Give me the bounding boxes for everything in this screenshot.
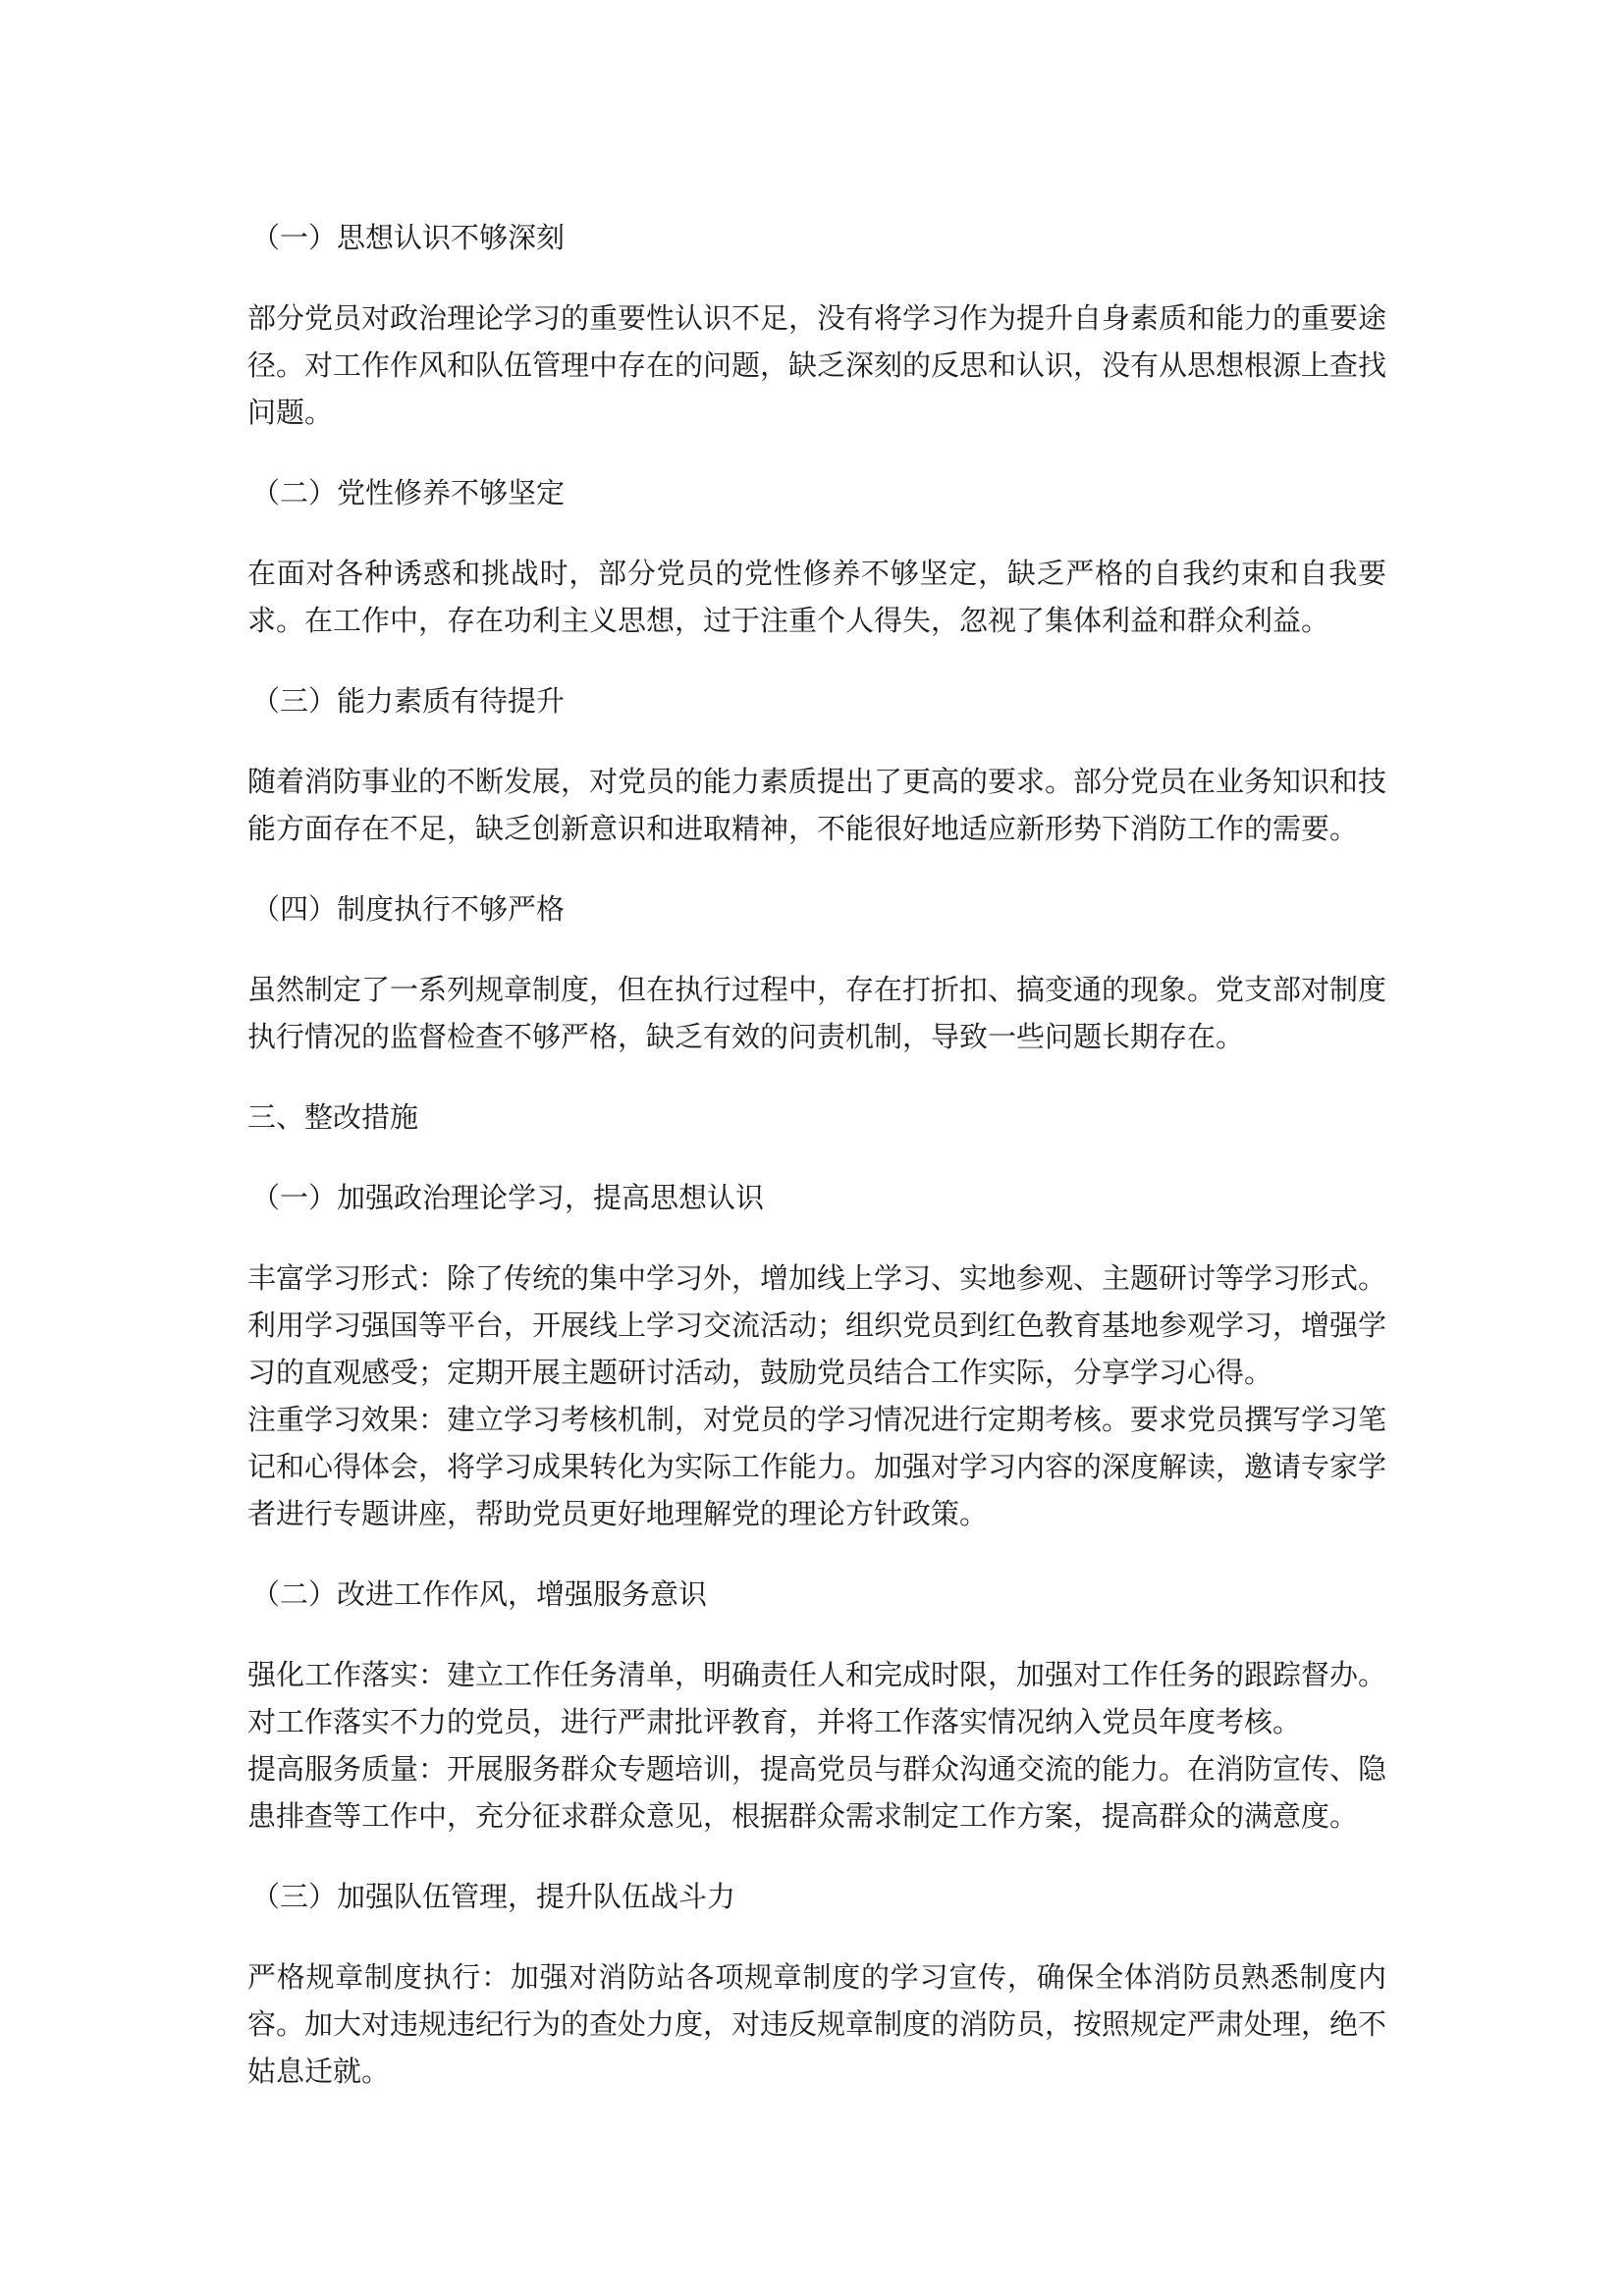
paragraph-study-effect: 注重学习效果：建立学习考核机制，对党员的学习情况进行定期考核。要求党员撰写学习笔记和心得体会，将学习成果转化为实际工作能力。加强对学习内容的深度解读，邀请专家学者进行专题讲座，帮助党员更好地理解党的理论方针政策。 (247, 1403, 1387, 1530)
subheading-ability-quality: （三）能力素质有待提升 (251, 684, 566, 718)
paragraph-party-spirit: 在面对各种诱惑和挑战时，部分党员的党性修养不够坚定，缺乏严格的自我约束和自我要求。在工作中，存在功利主义思想，过于注重个人得失，忽视了集体利益和群众利益。 (247, 557, 1386, 637)
document-page (247, 214, 1386, 2128)
paragraph-study-forms: 丰富学习形式：除了传统的集中学习外，增加线上学习、实地参观、主题研讨等学习形式。利用学习强国等平台，开展线上学习交流活动；组织党员到红色教育基地参观学习，增强学习的直观感受；定期开展主题研讨活动，鼓励党员结合工作实际，分享学习心得。 (247, 1261, 1387, 1389)
subheading-political-study: （一）加强政治理论学习，提高思想认识 (251, 1181, 765, 1214)
subheading-party-spirit: （二）党性修养不够坚定 (251, 476, 566, 509)
paragraph-service-quality: 提高服务质量：开展服务群众专题培训，提高党员与群众沟通交流的能力。在消防宣传、隐患排查等工作中，充分征求群众意见，根据群众需求制定工作方案，提高群众的满意度。 (247, 1752, 1387, 1833)
section-title-rectification-measures: 三、整改措施 (247, 1100, 419, 1134)
subheading-work-style: （二）改进工作作风，增强服务意识 (251, 1577, 708, 1611)
subheading-team-management: （三）加强队伍管理，提升队伍战斗力 (251, 1880, 736, 1913)
paragraph-ideological-awareness: 部分党员对政治理论学习的重要性认识不足，没有将学习作为提升自身素质和能力的重要途径。对工作作风和队伍管理中存在的问题，缺乏深刻的反思和认识，没有从思想根源上查找问题。 (247, 301, 1387, 429)
paragraph-rules-execution: 严格规章制度执行：加强对消防站各项规章制度的学习宣传，确保全体消防员熟悉制度内容。加大对违规违纪行为的查处力度，对违反规章制度的消防员，按照规定严肃处理，绝不姑息迁就。 (247, 1960, 1387, 2088)
paragraph-system-execution: 虽然制定了一系列规章制度，但在执行过程中，存在打折扣、搞变通的现象。党支部对制度执行情况的监督检查不够严格，缺乏有效的问责机制，导致一些问题长期存在。 (247, 973, 1387, 1053)
subheading-system-execution: （四）制度执行不够严格 (251, 892, 566, 926)
subheading-ideological-awareness: （一）思想认识不够深刻 (251, 221, 566, 254)
paragraph-ability-quality: 随着消防事业的不断发展，对党员的能力素质提出了更高的要求。部分党员在业务知识和技能方面存在不足，缺乏创新意识和进取精神，不能很好地适应新形势下消防工作的需要。 (247, 765, 1387, 845)
paragraph-work-implementation: 强化工作落实：建立工作任务清单，明确责任人和完成时限，加强对工作任务的跟踪督办。对工作落实不力的党员，进行严肃批评教育，并将工作落实情况纳入党员年度考核。 (247, 1658, 1387, 1738)
